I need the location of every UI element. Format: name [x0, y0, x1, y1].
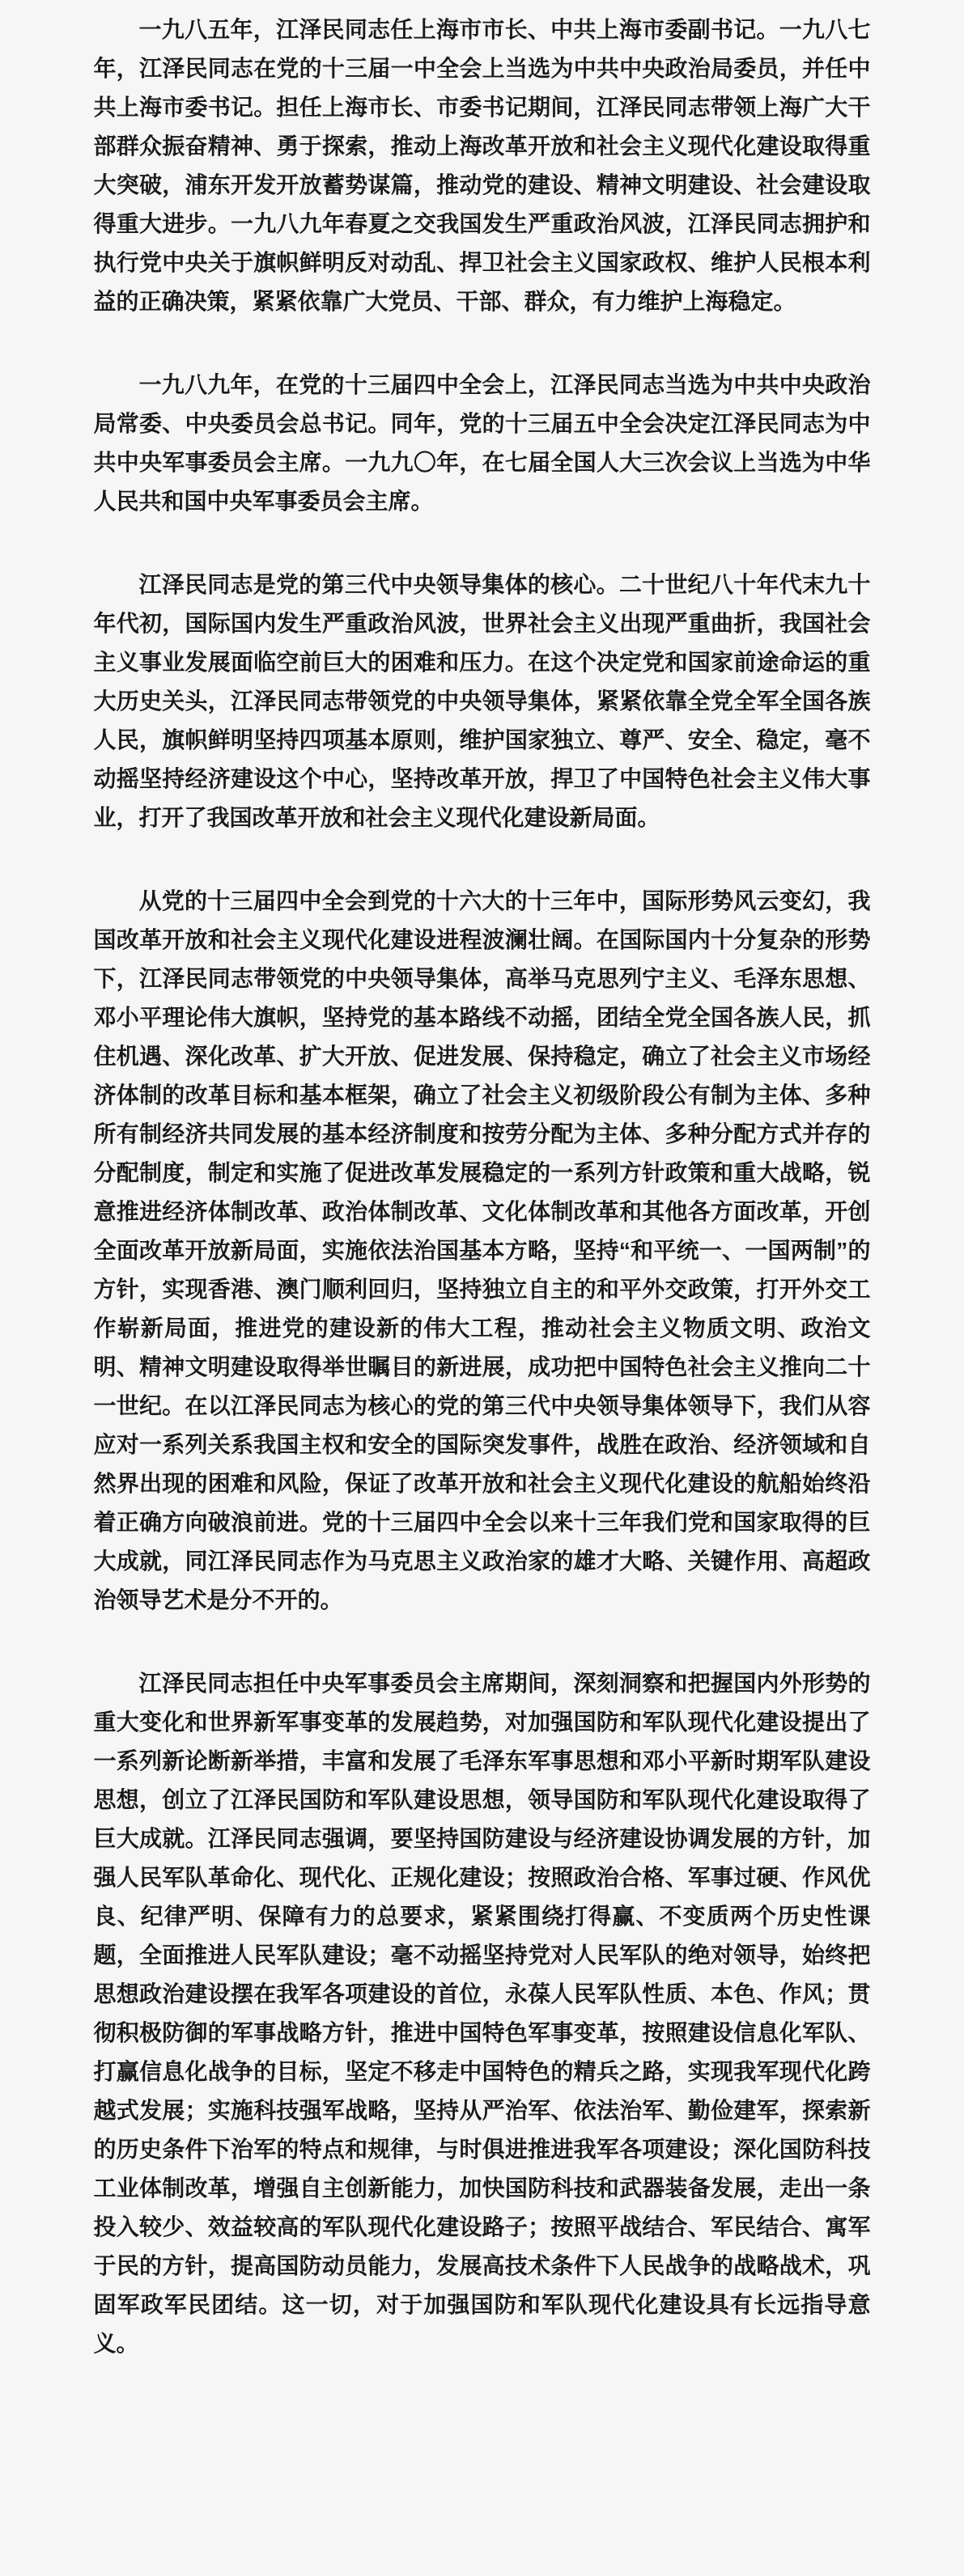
paragraph-third-generation-core: 江泽民同志是党的第三代中央领导集体的核心。二十世纪八十年代末九十年代初，国际国内发生严重政治风波，世界社会主义出现严重曲折，我国社会主义事业发展面临空前巨大的困难和压力。在这个决定党和国家前途命运的重大历史关头，江泽民同志带领党的中央领导集体，紧紧依靠全党全军全国各族人民，旗帜鲜明坚持四项基本原则，维护国家独立、尊严、安全、稳定，毫不动摇坚持经济建设这个中心，坚持改革开放，捍卫了中国特色社会主义伟大事业，打开了我国改革开放和社会主义现代化建设新局面。: [93, 572, 871, 830]
paragraph-military-commission-chairman: 江泽民同志担任中央军事委员会主席期间，深刻洞察和把握国内外形势的重大变化和世界新军事变革的发展趋势，对加强国防和军队现代化建设提出了一系列新论断新举措，丰富和发展了毛泽东军事思想和邓小平新时期军队建设思想，创立了江泽民国防和军队建设思想，领导国防和军队现代化建设取得了巨大成就。江泽民同志强调，要坚持国防建设与经济建设协调发展的方针，加强人民军队革命化、现代化、正规化建设；按照政治合格、军事过硬、作风优良、纪律严明、保障有力的总要求，紧紧围绕打得赢、不变质两个历史性课题，全面推进人民军队建设；毫不动摇坚持党对人民军队的绝对领导，始终把思想政治建设摆在我军各项建设的首位，永葆人民军队性质、本色、作风；贯彻积极防御的军事战略方针，推进中国特色军事变革，按照建设信息化军队、打赢信息化战争的目标，坚定不移走中国特色的精兵之路，实现我军现代化跨越式发展；实施科技强军战略，坚持从严治军、依法治军、勤俭建军，探索新的历史条件下治军的特点和规律，与时俱进推进我军各项建设；深化国防科技工业体制改革，增强自主创新能力，加快国防科技和武器装备发展，走出一条投入较少、效益较高的军队现代化建设路子；按照平战结合、军民结合、寓军于民的方针，提高国防动员能力，发展高技术条件下人民战争的战略战术，巩固军政军民团结。这一切，对于加强国防和军队现代化建设具有长远指导意义。: [93, 1671, 871, 2356]
paragraph-1989-elections: 一九八九年，在党的十三届四中全会上，江泽民同志当选为中共中央政治局常委、中央委员会总书记。同年，党的十三届五中全会决定江泽民同志为中共中央军事委员会主席。一九九〇年，在七届全国人大三次会议上当选为中华人民共和国中央军事委员会主席。: [93, 372, 871, 514]
article-body: [94, 0, 871, 2384]
paragraph-thirteen-years-achievements: 从党的十三届四中全会到党的十六大的十三年中，国际形势风云变幻，我国改革开放和社会主义现代化建设进程波澜壮阔。在国际国内十分复杂的形势下，江泽民同志带领党的中央领导集体，高举马克思列宁主义、毛泽东思想、邓小平理论伟大旗帜，坚持党的基本路线不动摇，团结全党全国各族人民，抓住机遇、深化改革、扩大开放、促进发展、保持稳定，确立了社会主义市场经济体制的改革目标和基本框架，确立了社会主义初级阶段公有制为主体、多种所有制经济共同发展的基本经济制度和按劳分配为主体、多种分配方式并存的分配制度，制定和实施了促进改革发展稳定的一系列方针政策和重大战略，锐意推进经济体制改革、政治体制改革、文化体制改革和其他各方面改革，开创全面改革开放新局面，实施依法治国基本方略，坚持“和平统一、一国两制”的方针，实现香港、澳门顺利回归，坚持独立自主的和平外交政策，打开外交工作崭新局面，推进党的建设新的伟大工程，推动社会主义物质文明、政治文明、精神文明建设取得举世瞩目的新进展，成功把中国特色社会主义推向二十一世纪。在以江泽民同志为核心的党的第三代中央领导集体领导下，我们从容应对一系列关系我国主权和安全的国际突发事件，战胜在政治、经济领域和自然界出现的困难和风险，保证了改革开放和社会主义现代化建设的航船始终沿着正确方向破浪前进。党的十三届四中全会以来十三年我们党和国家取得的巨大成就，同江泽民同志作为马克思主义政治家的雄才大略、关键作用、高超政治领导艺术是分不开的。: [93, 888, 871, 1612]
paragraph-shanghai-years: 一九八五年，江泽民同志任上海市市长、中共上海市委副书记。一九八七年，江泽民同志在党的十三届一中全会上当选为中共中央政治局委员，并任中共上海市委书记。担任上海市长、市委书记期间，江泽民同志带领上海广大干部群众振奋精神、勇于探索，推动上海改革开放和社会主义现代化建设取得重大突破，浦东开发开放蓄势谋篇，推动党的建设、精神文明建设、社会建设取得重大进步。一九八九年春夏之交我国发生严重政治风波，江泽民同志拥护和执行党中央关于旗帜鲜明反对动乱、捍卫社会主义国家政权、维护人民根本利益的正确决策，紧紧依靠广大党员、干部、群众，有力维护上海稳定。: [93, 17, 871, 314]
